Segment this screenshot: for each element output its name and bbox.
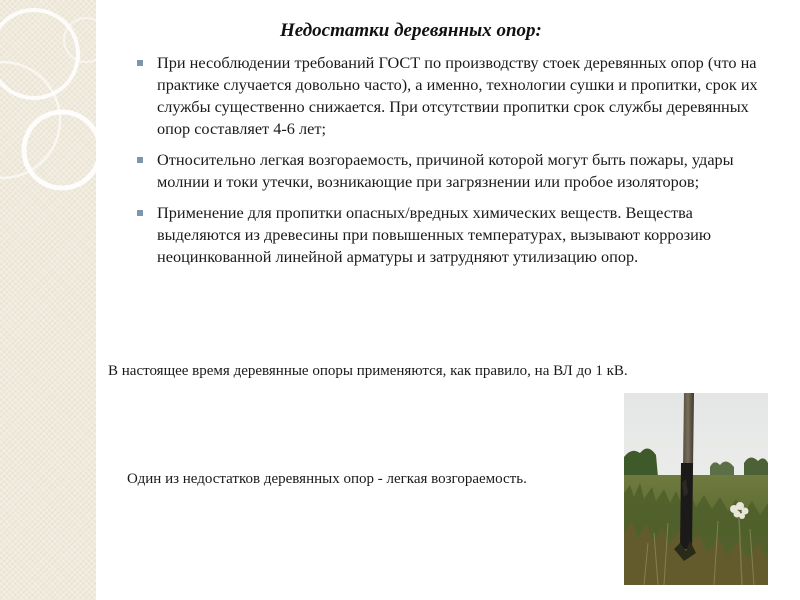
list-item-text: При несоблюдении требований ГОСТ по производству стоек деревянных опор (что на практике случается довольно часто), а именно, технологии сушки и пропитки, срок их службы существенно снижается. При отсутствии пропитки срок службы деревянных опор составляет 4-6 лет;	[157, 53, 758, 138]
photo-caption: Один из недостатков деревянных опор - легкая возгораемость.	[127, 471, 527, 487]
summary-text: В настоящее время деревянные опоры применяются, как правило, на ВЛ до 1 кВ.	[108, 363, 628, 379]
list-item-text: Применение для пропитки опасных/вредных химических веществ. Вещества выделяются из древесины при повышенных температурах, вызывают коррозию неоцинкованной линейной арматуры и затрудняют утилизацию опор.	[157, 203, 712, 266]
burned-pole-image	[624, 393, 768, 585]
list-item-text: Относительно легкая возгораемость, причиной которой могут быть пожары, удары молнии и токи утечки, возникающие при загрязнении или пробое изоляторов;	[157, 150, 734, 191]
ring-decoration	[0, 0, 96, 600]
disadvantages-list	[136, 52, 776, 268]
list-item	[136, 202, 776, 268]
list-item	[136, 52, 776, 140]
square-bullet-icon	[137, 60, 143, 66]
square-bullet-icon	[137, 210, 143, 216]
burned-pole-photo	[624, 393, 768, 585]
square-bullet-icon	[137, 157, 143, 163]
slide-title: Недостатки деревянных опор:	[280, 20, 542, 41]
decorative-side-panel	[0, 0, 96, 600]
list-item	[136, 149, 776, 193]
